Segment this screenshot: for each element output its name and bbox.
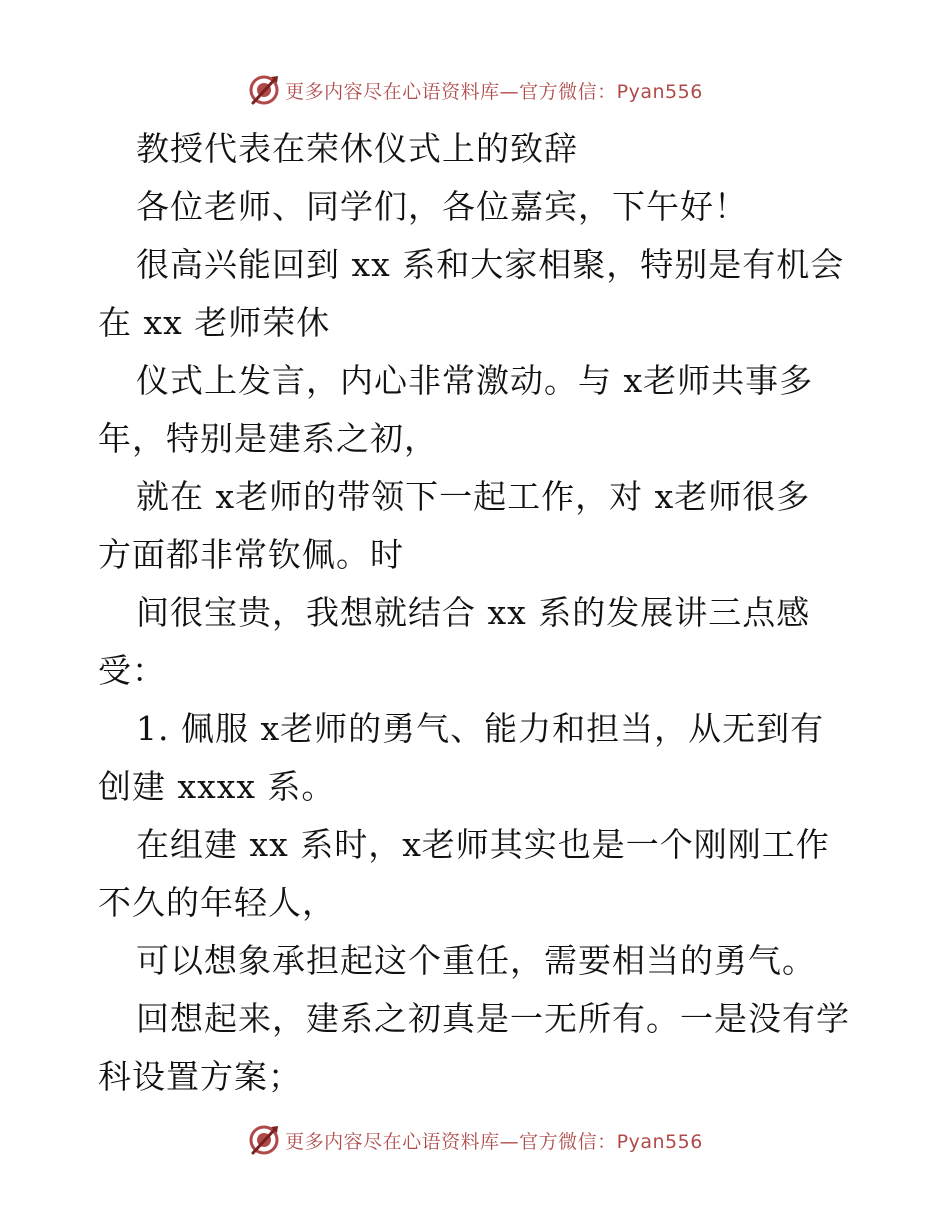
document-line: 年，特别是建系之初，	[98, 419, 438, 458]
document-line: 教授代表在荣休仪式上的致辞	[136, 129, 578, 168]
document-line: 回想起来，建系之初真是一无所有。一是没有学	[136, 999, 850, 1038]
document-line: 各位老师、同学们，各位嘉宾，下午好！	[136, 187, 748, 226]
document-line: 间很宝贵，我想就结合 xx 系的发展讲三点感	[136, 593, 811, 632]
document-line: 创建 xxxx 系。	[98, 767, 336, 806]
document-line: 科设置方案；	[98, 1057, 302, 1096]
document-line: 方面都非常钦佩。时	[98, 535, 404, 574]
header-banner	[0, 70, 950, 110]
red-quill-seal-icon	[247, 73, 281, 107]
document-line: 可以想象承担起这个重任，需要相当的勇气。	[136, 941, 816, 980]
document-line: 受：	[98, 651, 166, 690]
document-body	[98, 120, 858, 1106]
document-line: 就在 x老师的带领下一起工作，对 x老师很多	[136, 477, 811, 516]
document-line: 很高兴能回到 xx 系和大家相聚，特别是有机会	[136, 245, 845, 284]
header-banner-text: 更多内容尽在心语资料库—官方微信：Pyan556	[285, 80, 703, 103]
footer-banner-inner	[247, 1123, 703, 1157]
document-line: 仪式上发言，内心非常激动。与 x老师共事多	[136, 361, 814, 400]
document-line: 不久的年轻人，	[98, 883, 336, 922]
document-line: 1. 佩服 x老师的勇气、能力和担当，从无到有	[136, 709, 825, 748]
header-banner-inner	[247, 73, 703, 107]
footer-banner	[0, 1120, 950, 1160]
footer-banner-text: 更多内容尽在心语资料库—官方微信：Pyan556	[285, 1130, 703, 1153]
red-quill-seal-icon	[247, 1123, 281, 1157]
document-line: 在 xx 老师荣休	[98, 303, 331, 342]
document-line: 在组建 xx 系时，x老师其实也是一个刚刚工作	[136, 825, 830, 864]
